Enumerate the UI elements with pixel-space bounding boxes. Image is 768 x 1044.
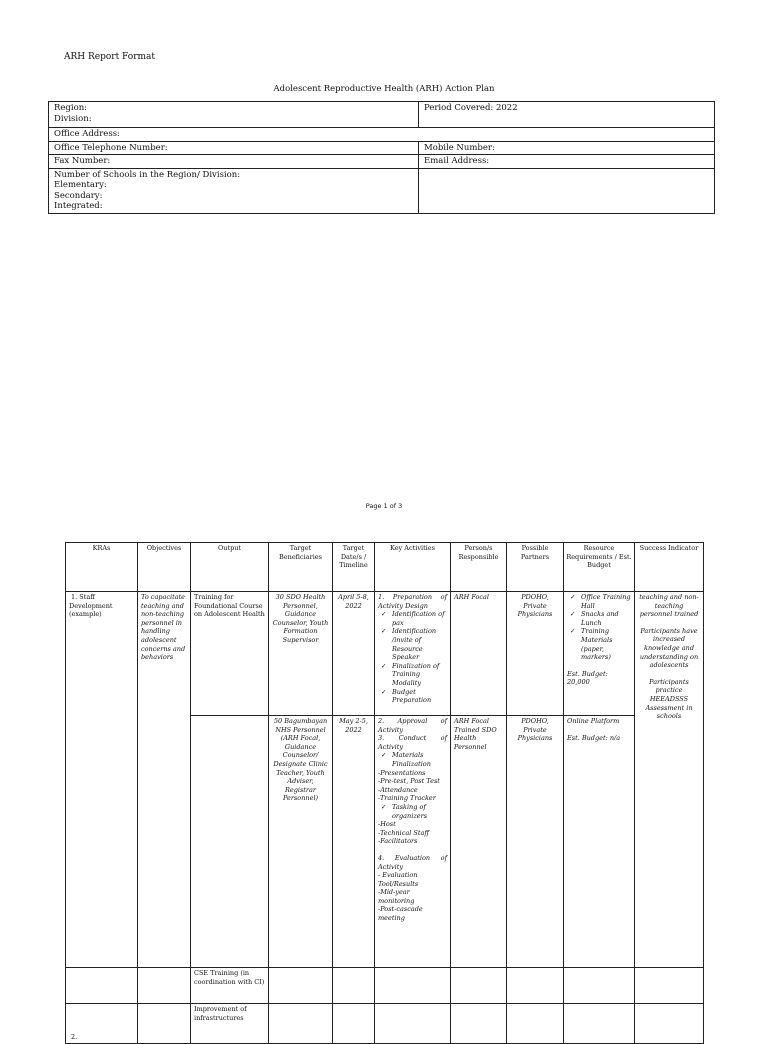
email-address-cell [419,155,715,169]
success-text: Participants practice HEEADSSS Assessment in schools [645,677,693,721]
list-item: ✓ Office Training Hall [581,593,631,610]
table-row [66,592,704,716]
beneficiaries-cell [269,592,333,716]
region-division-cell [49,102,419,128]
activity-step: 3. Conduct of Activity [378,734,447,751]
col-header-target-date: Target Date/s / Timeline [333,543,375,592]
activities-cell [375,716,451,968]
list-item: - Evaluation Tool/Results [378,871,419,888]
office-address-label: Office Address: [54,129,120,139]
output-cell [191,968,269,1004]
schools-count-blank-cell [419,168,715,213]
person-cell [451,592,507,716]
beneficiaries-cell [269,716,333,968]
resources-cell [564,968,635,1004]
list-item: ✓ Materials Finalization [392,751,447,768]
activity-step: 4. Evaluation of Activity [378,853,447,871]
col-header-beneficiaries: Target Beneficiaries [269,543,333,592]
list-item: ✓ Identification /invite of Resource Speaker [392,627,447,661]
col-header-resources: Resource Requirements / Est. Budget [564,543,635,592]
person-text: ARH Focal [454,593,489,601]
col-header-persons: Person/s Responsible [451,543,507,592]
activity-step: 2. Approval of Activity [378,717,447,734]
partners-text: PDOHO, Private Physicians [517,717,553,743]
resources-cell [564,592,635,716]
activities-cell [375,968,451,1004]
mobile-number-label: Mobile Number: [424,142,495,153]
budget-text: Est. Budget: 20,000 [567,669,608,687]
fax-number-label: Fax Number: [54,156,111,166]
list-item: -Facilitators [378,837,418,846]
output-text: Improvement of infrastructures [194,1005,247,1022]
beneficiaries-text: 30 SDO Health Personnel, Guidance Counselor, Youth Formation Supervisor [272,593,329,644]
list-item: -Host [378,820,396,829]
list-item: ✓ Snacks and Lunch [581,610,631,627]
list-item: -Mid-year monitoring [378,888,415,905]
activities-cell [375,592,451,716]
list-item: ✓ Training Materials (paper, markers) [581,627,631,661]
resources-cell [564,716,635,968]
kra-cell [66,968,138,1004]
region-label: Region: [54,103,88,113]
activity-checklist [378,610,447,705]
kra-label: 1. Staff Development (example) [69,593,113,619]
list-item: -Post-cascade meeting [378,905,423,923]
date-cell [333,968,375,1004]
schools-count-cell [49,168,419,213]
person-cell [451,968,507,1004]
activity-checklist [378,751,447,768]
success-cell [635,968,704,1004]
list-item: -Attendance [378,785,418,794]
person-text: ARH Focal Trained SDO Health Personnel [454,717,497,751]
col-header-output: Output [191,543,269,592]
person-cell [451,716,507,968]
partners-text: PDOHO, Private Physicians [517,593,553,619]
output-cell [191,716,269,968]
output-cell [191,592,269,716]
objective-cell [138,592,191,968]
info-table [48,101,715,214]
partners-cell [507,968,564,1004]
col-header-partners: Possible Partners [507,543,564,592]
action-plan-table [65,542,704,1044]
list-item: ✓ Budget Preparation [392,688,447,705]
col-header-kras: KRAs [66,543,138,592]
integrated-label: Integrated: [54,201,103,211]
list-item: ✓ Finalization of Training Modality [392,662,447,688]
kra-cell [66,592,138,968]
activity-heading: 1. Preparation of Activity Design [378,593,447,610]
list-item: -Pre-test, Post Test [378,777,440,786]
schools-count-label: Number of Schools in the Region/ Division: [54,169,241,180]
objective-text: To capacitate teaching and non-teaching personnel in handling adolescent concerns and behaviors [141,593,186,662]
list-item: ✓ Tasking of organizers [392,803,447,820]
date-cell [333,592,375,716]
partners-cell [507,592,564,716]
platform-text: Online Platform [567,717,620,725]
resources-checklist [567,593,631,662]
table-row [66,968,704,1004]
office-address-cell [49,128,715,142]
date-cell [333,716,375,968]
success-text: Participants have increased knowledge and understanding on adolescents [639,626,699,670]
period-covered-cell [419,102,715,128]
output-text: CSE Training (in coordination with CI) [194,969,265,986]
fax-number-cell [49,155,419,169]
page-number: Page 1 of 3 [365,502,403,510]
mobile-number-cell [419,141,715,155]
objective-cell [138,968,191,1004]
date-text: April 5-8, 2022 [338,593,369,610]
office-telephone-label: Office Telephone Number: [54,142,168,153]
division-label: Division: [54,113,92,124]
output-text: Training for Foundational Course on Adolescent Health [194,593,265,619]
period-covered-label: Period Covered: 2022 [424,103,518,113]
list-item: -Presentations [378,768,426,777]
col-header-objectives: Objectives [138,543,191,592]
col-header-key-activities: Key Activities [375,543,451,592]
plan-title: Adolescent Reproductive Health (ARH) Action Plan [273,84,495,94]
budget-text: Est. Budget: n/a [567,733,621,742]
activity-checklist [378,803,447,820]
beneficiaries-text: 50 Bagumbayan NHS Personnel (ARH Focal, Guidance Counselor/ Designate Clinic Teacher, Youth Adviser, Registrar Personnel) [273,717,328,803]
elementary-label: Elementary: [54,180,107,190]
list-item: -Technical Staff [378,828,429,837]
beneficiaries-cell [269,968,333,1004]
date-text: May 2-5, 2022 [339,717,368,734]
success-cell [635,592,704,968]
report-format-label: ARH Report Format [64,52,156,62]
col-header-success: Success Indicator [635,543,704,592]
partners-cell [507,716,564,968]
list-item: ✓ Identification of pax [392,610,447,627]
success-text: teaching and non-teaching personnel trained [639,593,699,619]
list-item: -Training Tracker [378,794,436,803]
secondary-label: Secondary: [54,190,103,201]
kra-label: 2. [71,1033,78,1042]
office-telephone-cell [49,141,419,155]
email-address-label: Email Address: [424,156,490,166]
